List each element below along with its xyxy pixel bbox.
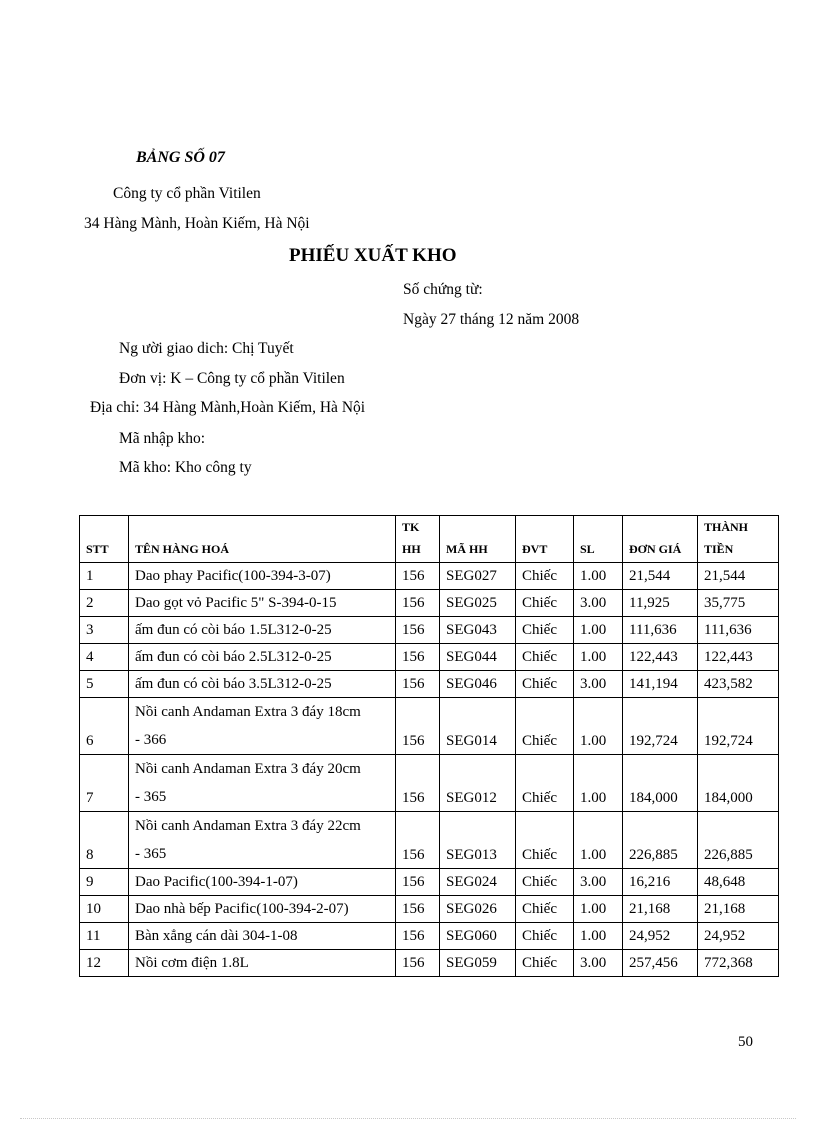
cell-name: Nồi canh Andaman Extra 3 đáy 20cm - 365	[129, 755, 396, 812]
header-qty: SL	[574, 516, 623, 563]
cell-code: SEG027	[440, 563, 516, 590]
page-bottom-rule	[20, 1118, 796, 1119]
cell-qty: 1.00	[574, 644, 623, 671]
table-row	[80, 869, 779, 896]
cell-total: 48,648	[698, 869, 779, 896]
cell-tk: 156	[396, 812, 440, 869]
cell-stt: 8	[80, 812, 129, 869]
cell-qty: 3.00	[574, 671, 623, 698]
header-price: ĐƠN GIÁ	[623, 516, 698, 563]
cell-price: 257,456	[623, 950, 698, 977]
cell-unit: Chiếc	[516, 869, 574, 896]
cell-code: SEG013	[440, 812, 516, 869]
cell-price: 226,885	[623, 812, 698, 869]
cell-tk: 156	[396, 869, 440, 896]
cell-stt: 3	[80, 617, 129, 644]
cell-total: 226,885	[698, 812, 779, 869]
header-name: TÊN HÀNG HOÁ	[129, 516, 396, 563]
cell-code: SEG059	[440, 950, 516, 977]
cell-total: 423,582	[698, 671, 779, 698]
table-row	[80, 698, 779, 755]
cell-qty: 1.00	[574, 896, 623, 923]
company-name: Công ty cổ phần Vitilen	[113, 185, 261, 202]
cell-code: SEG025	[440, 590, 516, 617]
cell-code: SEG012	[440, 755, 516, 812]
cell-total: 111,636	[698, 617, 779, 644]
cell-price: 21,544	[623, 563, 698, 590]
cell-name: ấm đun có còi báo 3.5L312-0-25	[129, 671, 396, 698]
cell-stt: 6	[80, 698, 129, 755]
cell-qty: 1.00	[574, 698, 623, 755]
table-row	[80, 923, 779, 950]
cell-stt: 12	[80, 950, 129, 977]
cell-stt: 1	[80, 563, 129, 590]
cell-name: ấm đun có còi báo 1.5L312-0-25	[129, 617, 396, 644]
table-row	[80, 671, 779, 698]
header-unit: ĐVT	[516, 516, 574, 563]
cell-unit: Chiếc	[516, 923, 574, 950]
cell-stt: 4	[80, 644, 129, 671]
cell-unit: Chiếc	[516, 617, 574, 644]
cell-price: 192,724	[623, 698, 698, 755]
cell-code: SEG024	[440, 869, 516, 896]
cell-unit: Chiếc	[516, 671, 574, 698]
cell-name: Bàn xẳng cán dài 304-1-08	[129, 923, 396, 950]
header-code: MÃ HH	[440, 516, 516, 563]
cell-qty: 3.00	[574, 869, 623, 896]
cell-tk: 156	[396, 755, 440, 812]
header-tk: TK HH	[396, 516, 440, 563]
table-row	[80, 590, 779, 617]
table-row	[80, 950, 779, 977]
cell-code: SEG044	[440, 644, 516, 671]
cell-qty: 3.00	[574, 950, 623, 977]
table-header-row	[80, 516, 779, 563]
table-row	[80, 896, 779, 923]
cell-total: 24,952	[698, 923, 779, 950]
cell-unit: Chiếc	[516, 644, 574, 671]
table-row	[80, 563, 779, 590]
cell-tk: 156	[396, 671, 440, 698]
cell-unit: Chiếc	[516, 563, 574, 590]
cell-total: 21,544	[698, 563, 779, 590]
cell-unit: Chiếc	[516, 590, 574, 617]
cell-price: 111,636	[623, 617, 698, 644]
cell-stt: 7	[80, 755, 129, 812]
import-code-field: Mã nhập kho:	[119, 430, 206, 447]
cell-total: 192,724	[698, 698, 779, 755]
cell-name: Nồi canh Andaman Extra 3 đáy 18cm - 366	[129, 698, 396, 755]
cell-qty: 1.00	[574, 923, 623, 950]
cell-code: SEG026	[440, 896, 516, 923]
document-title: PHIẾU XUẤT KHO	[289, 245, 457, 266]
cell-price: 122,443	[623, 644, 698, 671]
cell-price: 21,168	[623, 896, 698, 923]
cell-name: Nồi canh Andaman Extra 3 đáy 22cm - 365	[129, 812, 396, 869]
company-address: 34 Hàng Mành, Hoàn Kiếm, Hà Nội	[84, 215, 310, 232]
table-row	[80, 755, 779, 812]
table-row	[80, 812, 779, 869]
cell-tk: 156	[396, 590, 440, 617]
cell-stt: 10	[80, 896, 129, 923]
cell-total: 184,000	[698, 755, 779, 812]
cell-tk: 156	[396, 563, 440, 590]
cell-total: 772,368	[698, 950, 779, 977]
table-row	[80, 617, 779, 644]
cell-tk: 156	[396, 950, 440, 977]
cell-qty: 1.00	[574, 617, 623, 644]
cell-tk: 156	[396, 923, 440, 950]
page-number: 50	[738, 1034, 753, 1050]
document-date: Ngày 27 tháng 12 năm 2008	[403, 311, 580, 328]
cell-name: Dao gọt vỏ Pacific 5" S-394-0-15	[129, 590, 396, 617]
cell-tk: 156	[396, 896, 440, 923]
header-total: THÀNH TIỀN	[698, 516, 779, 563]
cell-unit: Chiếc	[516, 755, 574, 812]
cell-unit: Chiếc	[516, 698, 574, 755]
warehouse-field: Mã kho: Kho công ty	[119, 459, 252, 476]
cell-qty: 3.00	[574, 590, 623, 617]
cell-name: Dao nhà bếp Pacific(100-394-2-07)	[129, 896, 396, 923]
cell-name: Nồi cơm điện 1.8L	[129, 950, 396, 977]
cell-price: 184,000	[623, 755, 698, 812]
cell-price: 24,952	[623, 923, 698, 950]
document-number-label: Số chứng từ:	[403, 281, 483, 298]
unit-field: Đơn vị: K – Công ty cổ phần Vitilen	[119, 370, 345, 387]
sheet-label: BẢNG SỐ 07	[136, 149, 225, 166]
cell-unit: Chiếc	[516, 896, 574, 923]
cell-code: SEG043	[440, 617, 516, 644]
cell-stt: 2	[80, 590, 129, 617]
cell-price: 141,194	[623, 671, 698, 698]
header-stt: STT	[80, 516, 129, 563]
cell-price: 16,216	[623, 869, 698, 896]
cell-qty: 1.00	[574, 812, 623, 869]
cell-tk: 156	[396, 644, 440, 671]
cell-stt: 9	[80, 869, 129, 896]
cell-qty: 1.00	[574, 755, 623, 812]
cell-stt: 5	[80, 671, 129, 698]
cell-name: Dao Pacific(100-394-1-07)	[129, 869, 396, 896]
cell-name: ấm đun có còi báo 2.5L312-0-25	[129, 644, 396, 671]
address-field: Địa chỉ: 34 Hàng Mành,Hoàn Kiếm, Hà Nội	[90, 399, 366, 416]
cell-code: SEG060	[440, 923, 516, 950]
cell-total: 122,443	[698, 644, 779, 671]
cell-stt: 11	[80, 923, 129, 950]
table-row	[80, 644, 779, 671]
cell-price: 11,925	[623, 590, 698, 617]
contact-person: Ng ười giao dich: Chị Tuyết	[119, 340, 294, 357]
cell-code: SEG046	[440, 671, 516, 698]
cell-qty: 1.00	[574, 563, 623, 590]
cell-tk: 156	[396, 698, 440, 755]
cell-unit: Chiếc	[516, 812, 574, 869]
cell-code: SEG014	[440, 698, 516, 755]
goods-table	[79, 515, 779, 977]
cell-unit: Chiếc	[516, 950, 574, 977]
cell-name: Dao phay Pacific(100-394-3-07)	[129, 563, 396, 590]
cell-total: 21,168	[698, 896, 779, 923]
cell-tk: 156	[396, 617, 440, 644]
cell-total: 35,775	[698, 590, 779, 617]
